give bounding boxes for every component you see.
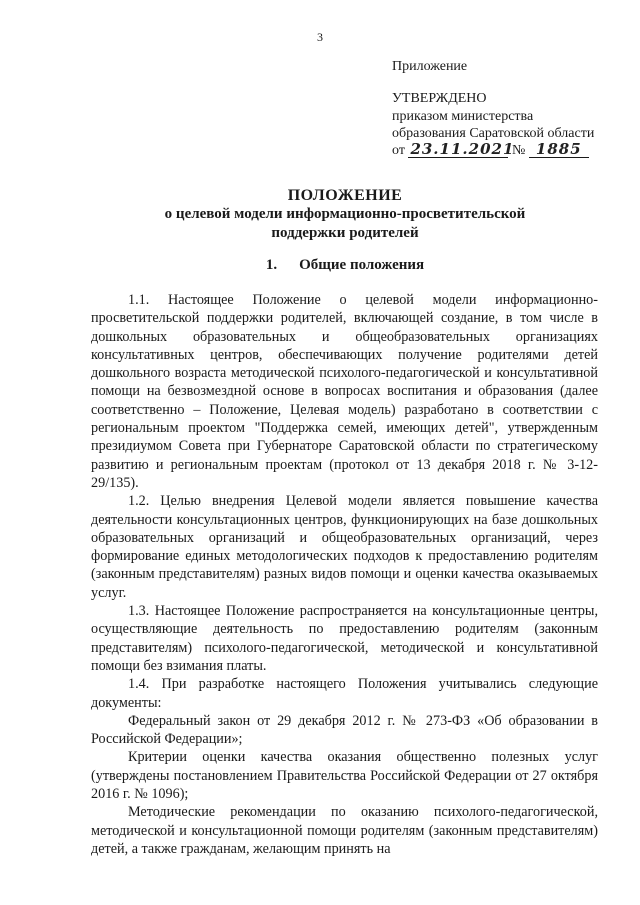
document-ref-federal-law: Федеральный закон от 29 декабря 2012 г. № 273-ФЗ «Об образовании в Российской Федерации»; — [91, 712, 598, 748]
section-content — [91, 291, 598, 858]
approval-line-1: приказом министерства — [392, 109, 534, 124]
document-ref-criteria: Критерии оценки качества оказания общественно полезных услуг (утверждены постановлением Правительства Российской Федерации от 27 октября 2016 г. № 1096); — [91, 749, 598, 803]
appendix-label: Приложение — [392, 59, 468, 74]
number-prefix: № — [511, 143, 526, 158]
approval-block — [392, 58, 594, 159]
document-title: ПОЛОЖЕНИЕ — [287, 187, 403, 204]
approved-label: УТВЕРЖДЕНО — [392, 91, 487, 106]
document-title-block — [80, 186, 610, 243]
document-subtitle-line-1: о целевой модели информационно-просветительской — [164, 206, 526, 222]
section-number: 1. — [265, 257, 278, 273]
section-heading — [80, 257, 610, 274]
paragraph-1-4: 1.4. При разработке настоящего Положения учитывались следующие документы: — [91, 676, 598, 711]
document-ref-recommendations: Методические рекомендации по оказанию психолого-педагогической, методической и консультационной помощи родителям (законным представителям) детей, а также гражданам, желающим принять на — [91, 804, 598, 857]
date-prefix: от — [392, 143, 405, 158]
paragraph-1-2: 1.2. Целью внедрения Целевой модели является повышение качества деятельности консультационных центров, функционирующих на базе дошкольных образовательных организаций и общеобразовательных организаций, через формирование единых методологических подходов к предоставлению родителям (законным представителям) разных видов помощи и оценки качества оказываемых услуг. — [91, 493, 598, 601]
approval-line-2: образования Саратовской области — [392, 126, 595, 141]
section-title: Общие положения — [299, 257, 425, 273]
approval-date-row — [392, 142, 594, 159]
paragraph-1-3: 1.3. Настоящее Положение распространяется на консультационные центры, осуществляющие деятельность по предоставлению родителям (законным представителям) психолого-педагогической, методической и консультативной помощи без взимания платы. — [91, 603, 598, 674]
handwritten-number: 1885 — [529, 142, 589, 158]
document-subtitle-line-2: поддержки родителей — [271, 225, 419, 241]
handwritten-date: 23.11.2021 — [410, 140, 515, 158]
page-number: 3 — [317, 30, 323, 44]
paragraph-1-1: 1.1. Настоящее Положение о целевой модели информационно-просветительской поддержки родителей, включающей создание, в том числе в дошкольных образовательных и общеобразовательных организациях консультативных центров, обеспечивающих получение родителями детей дошкольного возраста методической психолого-педагогической и консультативной помощи на безвозмездной основе в вопросах воспитания и образования (далее соответственно – Положение, Целевая модель) разработано в соответствии с региональным проектом "Поддержка семей, имеющих детей", утвержденным президиумом Совета при Губернаторе Саратовской области по стратегическому развитию и региональным проектам (протокол от 13 декабря 2018 г. № 3-12-29/135). — [91, 292, 598, 491]
